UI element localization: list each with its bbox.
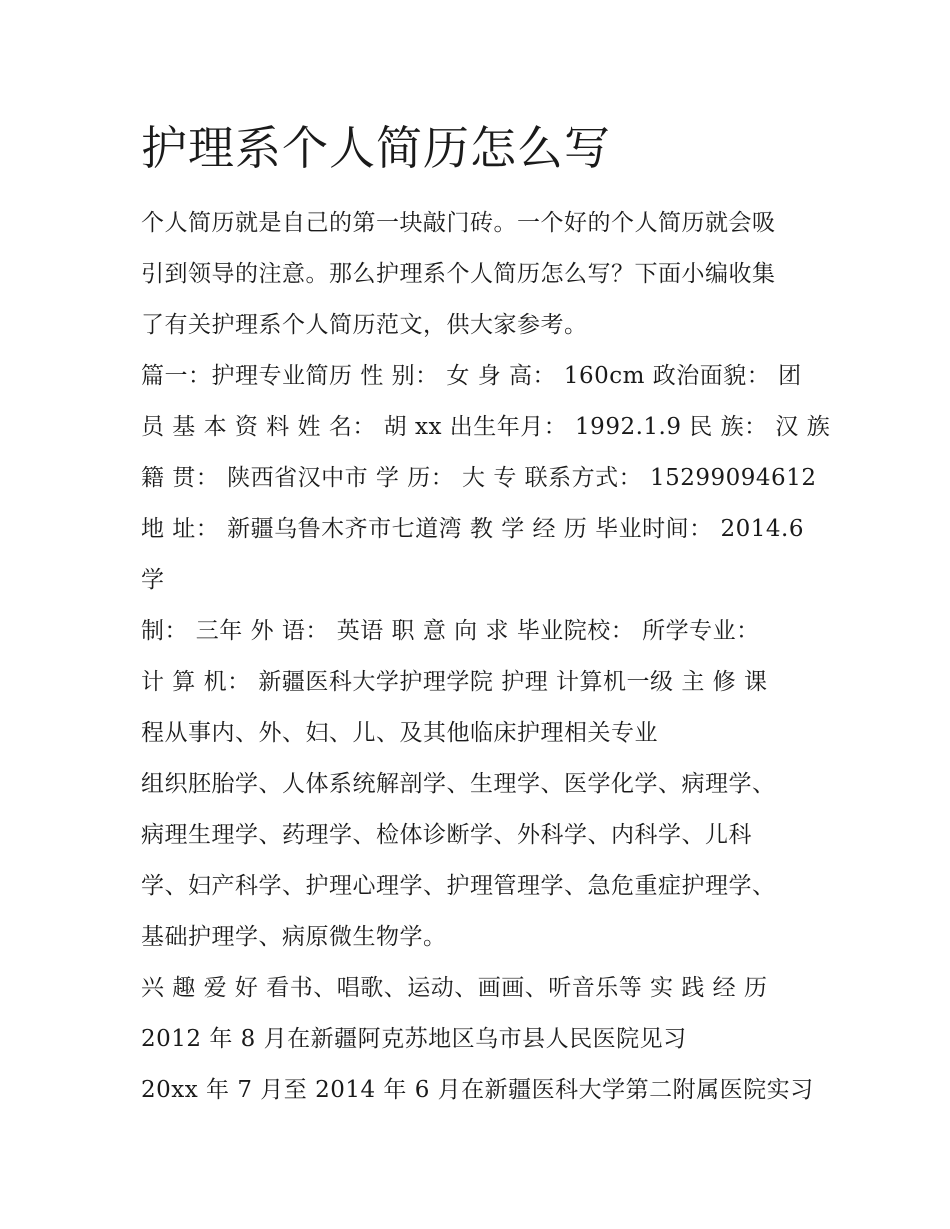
body-line: 员 基 本 资 料 姓 名： 胡 xx 出生年月： 1992.1.9 民 族： 汉 族 <box>141 414 831 440</box>
body-line: 兴 趣 爱 好 看书、唱歌、运动、画画、听音乐等 实 践 经 历 <box>141 975 768 1001</box>
body-line: 个人简历就是自己的第一块敲门砖。一个好的个人简历就会吸 <box>141 210 776 236</box>
document-body <box>141 202 831 1120</box>
body-line: 基础护理学、病原微生物学。 <box>141 924 447 950</box>
body-line: 地 址： 新疆乌鲁木齐市七道湾 教 学 经 历 毕业时间： 2014.6 <box>141 516 804 542</box>
document-title: 护理系个人简历怎么写 <box>141 121 611 175</box>
body-line: 20xx 年 7 月至 2014 年 6 月在新疆医科大学第二附属医院实习 <box>141 1077 814 1103</box>
body-line: 学 <box>141 567 165 593</box>
body-line: 了有关护理系个人简历范文，供大家参考。 <box>141 312 588 338</box>
body-line: 籍 贯： 陕西省汉中市 学 历： 大 专 联系方式： 15299094612 <box>141 465 817 491</box>
body-line: 制： 三年 外 语： 英语 职 意 向 求 毕业院校： 所学专业： <box>141 618 760 644</box>
body-line: 计 算 机： 新疆医科大学护理学院 护理 计算机一级 主 修 课 <box>141 669 768 695</box>
body-line: 2012 年 8 月在新疆阿克苏地区乌市县人民医院见习 <box>141 1026 687 1052</box>
body-line: 程从事内、外、妇、儿、及其他临床护理相关专业 <box>141 720 658 746</box>
body-line: 学、妇产科学、护理心理学、护理管理学、急危重症护理学、 <box>141 873 776 899</box>
body-line: 引到领导的注意。那么护理系个人简历怎么写？下面小编收集 <box>141 261 776 287</box>
body-line: 病理生理学、药理学、检体诊断学、外科学、内科学、儿科 <box>141 822 752 848</box>
body-line: 篇一：护理专业简历 性 别： 女 身 高： 160cm 政治面貌： 团 <box>141 363 802 389</box>
body-line: 组织胚胎学、人体系统解剖学、生理学、医学化学、病理学、 <box>141 771 776 797</box>
